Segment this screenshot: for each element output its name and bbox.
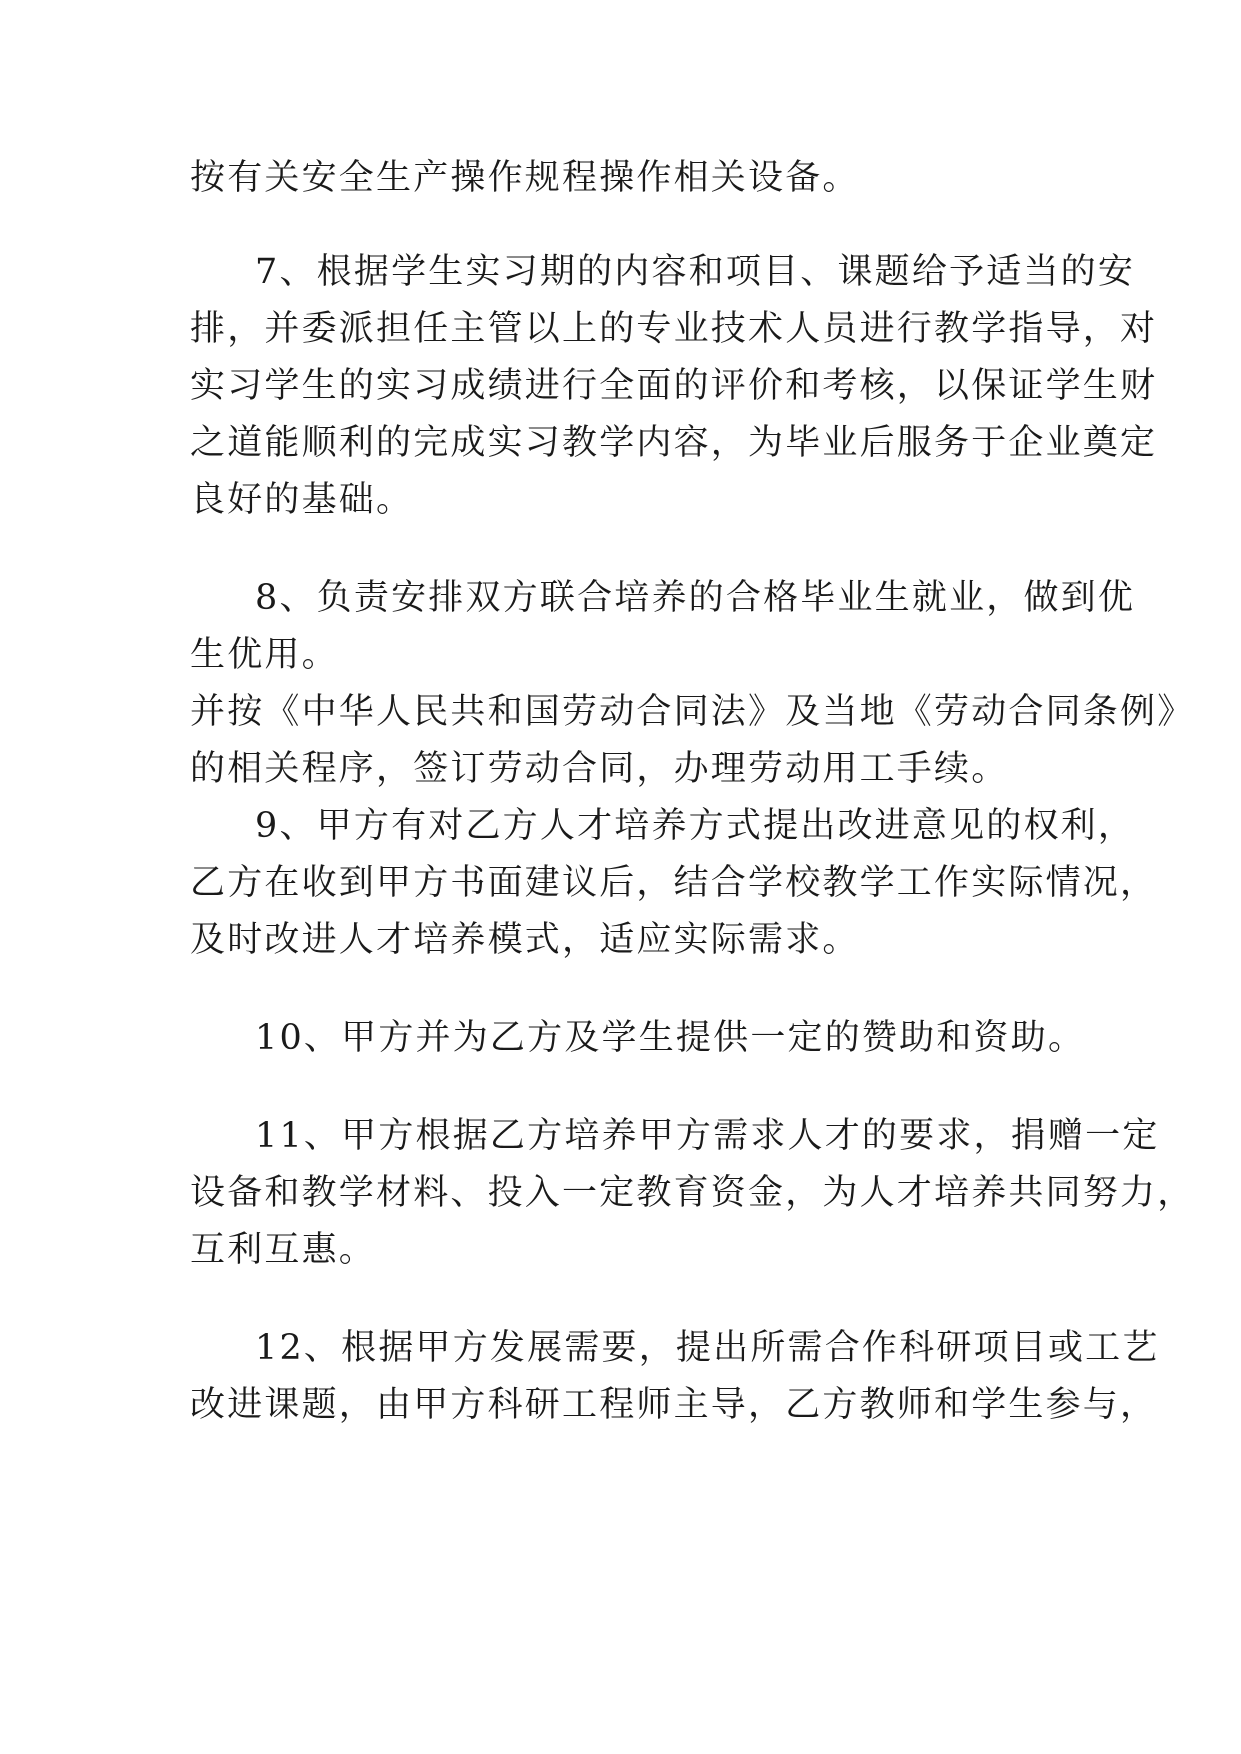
text-line: 之道能顺利的完成实习教学内容，为毕业后服务于企业奠定 — [190, 423, 1158, 463]
clause-12-line: 12、根据甲方发展需要，提出所需合作科研项目或工艺 — [255, 1328, 1160, 1368]
text-line: 按有关安全生产操作规程操作相关设备。 — [190, 158, 860, 198]
text-line: 及时改进人才培养模式，适应实际需求。 — [190, 920, 860, 960]
clause-8-line: 8、负责安排双方联合培养的合格毕业生就业，做到优 — [255, 578, 1136, 618]
clause-10-line: 10、甲方并为乙方及学生提供一定的赞助和资助。 — [255, 1018, 1086, 1058]
clause-7-line: 7、根据学生实习期的内容和项目、课题给予适当的安 — [255, 252, 1136, 292]
text-line: 互利互惠。 — [190, 1230, 377, 1270]
text-line: 乙方在收到甲方书面建议后，结合学校教学工作实际情况， — [190, 863, 1158, 903]
text-line: 设备和教学材料、投入一定教育资金，为人才培养共同努力， — [190, 1173, 1195, 1213]
text-line: 并按《中华人民共和国劳动合同法》及当地《劳动合同条例》 — [190, 692, 1195, 732]
text-line: 实习学生的实习成绩进行全面的评价和考核，以保证学生财 — [190, 366, 1158, 406]
clause-11-line: 11、甲方根据乙方培养甲方需求人才的要求，捐赠一定 — [255, 1116, 1160, 1156]
text-line: 改进课题，由甲方科研工程师主导，乙方教师和学生参与， — [190, 1385, 1158, 1425]
text-line: 排，并委派担任主管以上的专业技术人员进行教学指导，对 — [190, 309, 1158, 349]
text-line: 生优用。 — [190, 635, 339, 675]
text-line: 的相关程序，签订劳动合同，办理劳动用工手续。 — [190, 749, 1009, 789]
text-line: 良好的基础。 — [190, 480, 414, 520]
clause-9-line: 9、甲方有对乙方人才培养方式提出改进意见的权利， — [255, 806, 1136, 846]
